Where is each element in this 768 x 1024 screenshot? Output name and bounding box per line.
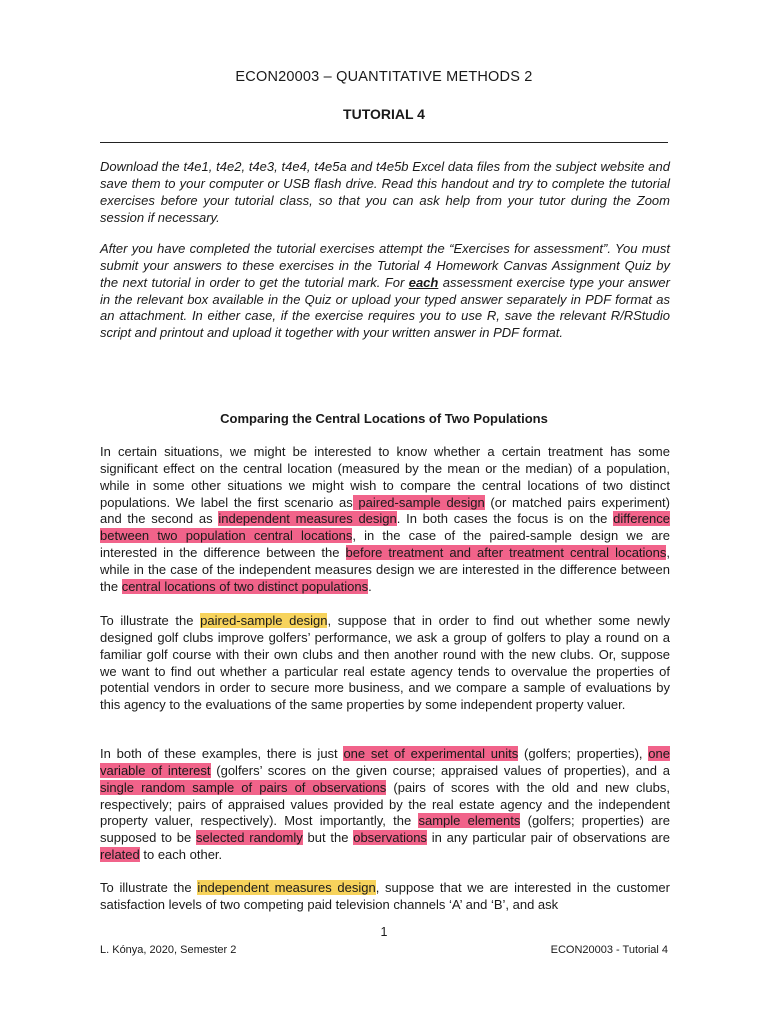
- intro-text: After you have completed the tutorial exercises attempt the “Exercises for assessment”. You must submit your answers to these exercises in the Tutorial 4 Homework Canvas Assignment Quiz by the next tutorial in order to get the tutorial mark. For: [100, 241, 670, 290]
- body-text: , while in the case of the independent measures design we are interested in the difference between the: [100, 545, 671, 594]
- each-emphasis: each: [408, 274, 439, 290]
- body-text: (or matched pairs experiment) and the second as: [100, 494, 671, 527]
- body-text: , suppose that we are interested in the customer satisfaction levels of two competing paid television channels ‘A’ and ‘B’, and ask: [100, 880, 670, 912]
- highlight-paired-sample-design: paired-sample design: [352, 494, 485, 510]
- paragraph-experimental-units: [100, 746, 670, 864]
- body-text: (golfers’ scores on the given course; appraised values of properties), and a: [210, 762, 671, 778]
- footer-author: L. Kónya, 2020, Semester 2: [100, 944, 237, 956]
- body-text: To illustrate the: [100, 613, 201, 628]
- paragraph-paired-example: [100, 613, 670, 714]
- intro-paragraph-download: Download the t4e1, t4e2, t4e3, t4e4, t4e5a and t4e5b Excel data files from the subject website and save them to your computer or USB flash drive. Read this handout and try to complete the tutorial exercises before your tutorial class, so that you can ask help from your tutor during the Zoom session if necessary.: [100, 159, 670, 225]
- body-text: but the: [302, 830, 354, 846]
- highlight-independent-measures-design: independent measures design: [218, 511, 397, 527]
- highlight-paired-sample-design: paired-sample design: [200, 613, 328, 628]
- body-text: in any particular pair of observations are: [426, 830, 670, 846]
- body-text: to each other.: [139, 847, 223, 863]
- body-text: , in the case of the paired-sample design we are interested in the difference between the: [100, 528, 670, 561]
- highlight-before-after-treatment: before treatment and after treatment central locations: [345, 545, 667, 561]
- tutorial-title: TUTORIAL 4: [343, 106, 425, 122]
- body-text: . In both cases the focus is on the: [396, 511, 614, 527]
- section-heading: Comparing the Central Locations of Two Populations: [220, 411, 548, 426]
- course-title: ECON20003 – QUANTITATIVE METHODS 2: [235, 69, 533, 85]
- body-text: (golfers; properties) are supposed to be: [100, 813, 670, 846]
- body-text: (golfers; properties),: [518, 746, 649, 761]
- highlight-one-variable-of-interest: one variable of interest: [100, 746, 670, 778]
- footer-course: ECON20003 - Tutorial 4: [550, 944, 668, 956]
- highlight-one-set-experimental-units: one set of experimental units: [343, 746, 519, 761]
- intro-paragraph-assessment: [100, 241, 670, 342]
- body-text: .: [368, 578, 372, 594]
- body-text: To illustrate the: [100, 880, 198, 895]
- body-text: In both of these examples, there is just: [100, 746, 344, 761]
- title-divider: [100, 142, 668, 143]
- highlight-sample-elements: sample elements: [418, 813, 521, 829]
- highlight-related: related: [100, 847, 140, 863]
- highlight-independent-measures-design: independent measures design: [197, 880, 376, 895]
- body-text: (pairs of scores with the old and new clubs, respectively; pairs of appraised values provided by the real estate agency and the independent property valuer, respectively). Most importantly, the: [100, 779, 670, 829]
- intro-text: assessment exercise type your answer in the relevant box available in the Quiz or upload your typed answer separately in PDF format as an attachment. In either case, if the exercise requires you to use R, save the relevant R/RStudio script and printout and upload it together with your written answer in PDF format.: [100, 274, 670, 341]
- page-number: 1: [380, 925, 388, 939]
- body-text: In certain situations, we might be interested to know whether a certain treatment has some significant effect on the central location (measured by the mean or the median) of a population, while in some other situations we might wish to compare the central locations of two distinct populations. We label the first scenario as: [100, 444, 670, 510]
- paragraph-scenarios: [100, 444, 670, 596]
- highlight-two-distinct-populations: central locations of two distinct populations: [121, 578, 369, 594]
- highlight-single-random-sample: single random sample of pairs of observations: [100, 779, 387, 795]
- body-text: , suppose that in order to find out whether some newly designed golf clubs improve golfers’ performance, we ask a group of golfers to play a round on a familiar golf course with their own clubs and then another round with the new clubs. Or, suppose we want to find out whether a particular real estate agency tends to overvalue the properties of potential vendors in order to secure more business, and we compare a sample of evaluations by this agency to the evaluations of the same properties by some independent property valuer.: [100, 613, 670, 713]
- highlight-observations: observations: [353, 830, 427, 846]
- paragraph-independent-example: [100, 880, 670, 914]
- highlight-difference-central-locations: difference between two population central locations: [100, 511, 670, 544]
- highlight-selected-randomly: selected randomly: [196, 830, 303, 846]
